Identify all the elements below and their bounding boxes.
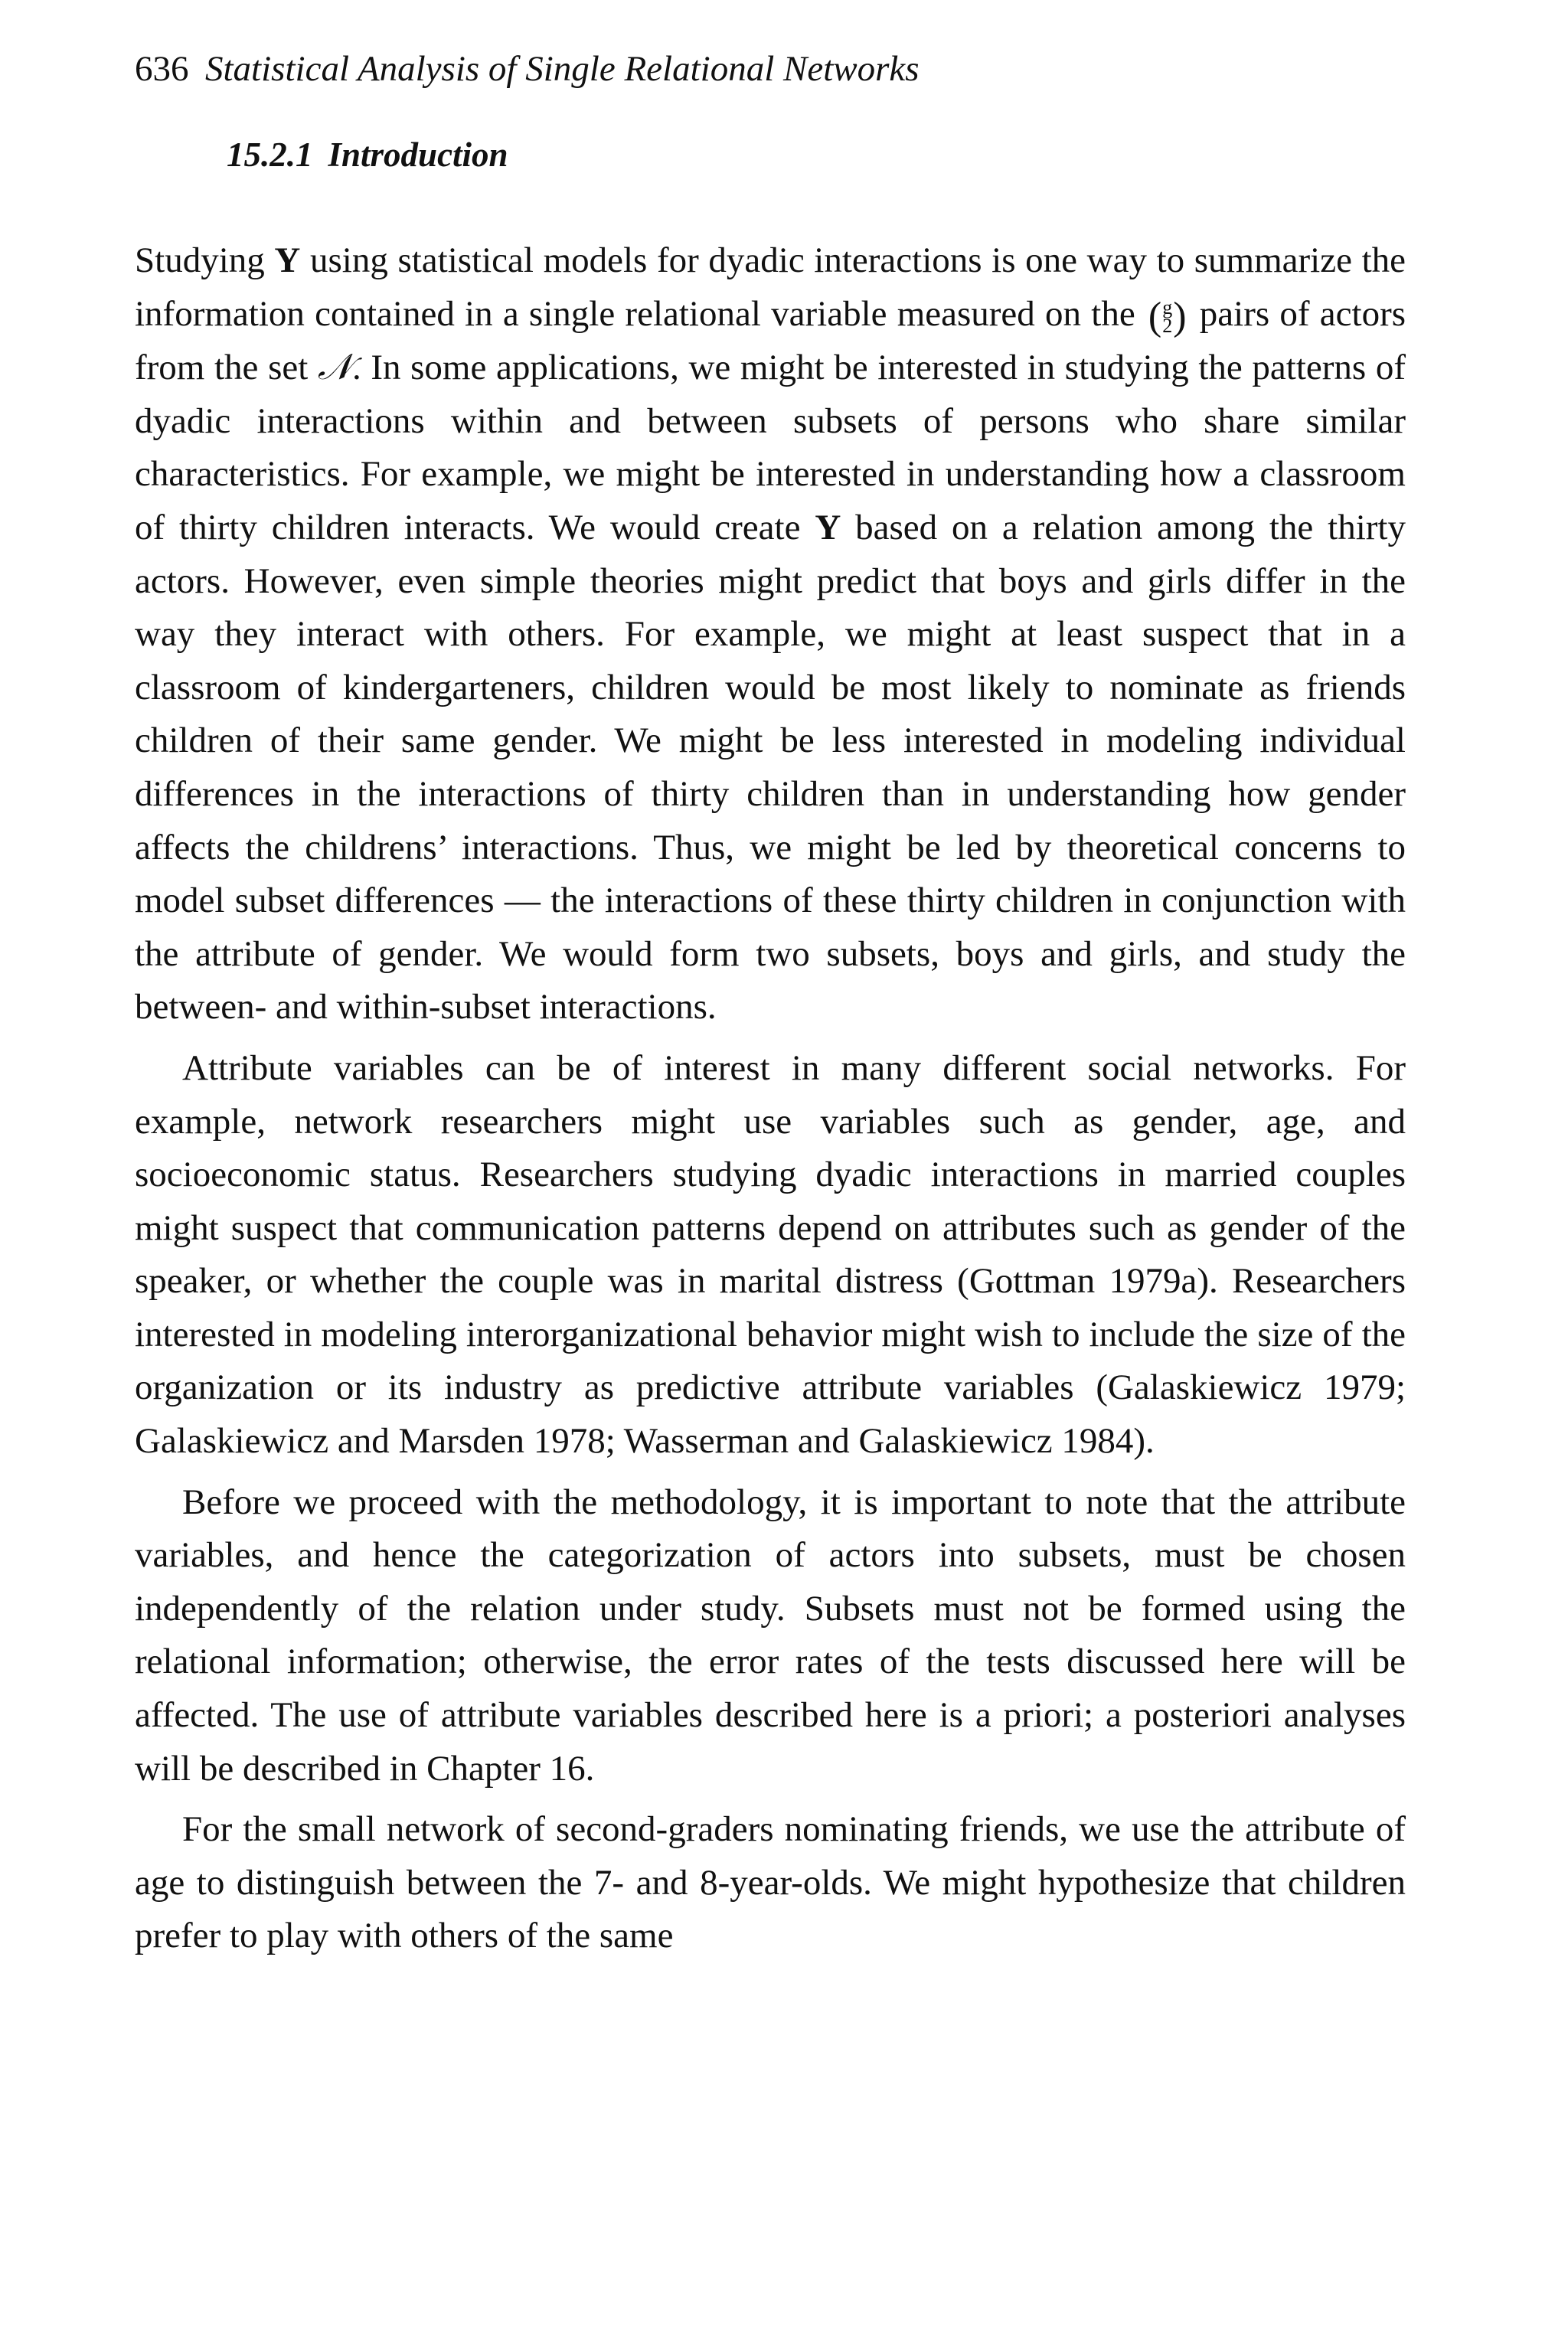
section-title: Introduction bbox=[328, 136, 508, 174]
body-text bbox=[135, 234, 1406, 1963]
paragraph-text: pairs of actors from the set bbox=[135, 293, 1406, 388]
section-heading bbox=[227, 133, 1406, 176]
paragraph-methodology-note: Before we proceed with the methodology, it is important to note that the attribute variables, and hence the categorization of actors into subsets, must be chosen independently of the relation under study. Subsets must not be formed using the relational information; otherwise, the error rates of the tests discussed here will be affected. The use of attribute variables described here is a priori; a posteriori analyses will be described in Chapter 16. bbox=[135, 1482, 1406, 1789]
matrix-symbol: Y bbox=[815, 507, 841, 547]
section-number: 15.2.1 bbox=[227, 136, 313, 174]
binomial-top: g bbox=[1162, 296, 1173, 319]
paragraph-text: Studying bbox=[135, 240, 275, 280]
paragraph-text: . In some applications, we might be interested in studying the patterns of dyadic interactions within and between subsets of persons who share similar characteristics. For example, we might be interested in understanding how a classroom of thirty children interacts. We would create bbox=[135, 348, 1406, 547]
paragraph-second-graders: For the small network of second-graders nominating friends, we use the attribute of age to distinguish between the 7- and 8-year-olds. We might hypothesize that children prefer to play with others of the same bbox=[135, 1809, 1406, 1956]
book-page bbox=[135, 46, 1406, 1963]
paragraph-text: using statistical models for dyadic interactions is one way to summarize the information contained in a single relational variable measured on the bbox=[135, 240, 1406, 334]
running-head bbox=[135, 46, 1406, 92]
actor-set-symbol: 𝒩 bbox=[317, 346, 352, 389]
binomial-bottom: 2 bbox=[1162, 314, 1173, 337]
running-title: Statistical Analysis of Single Relational Networks bbox=[205, 49, 920, 89]
page-number: 636 bbox=[135, 49, 189, 89]
paragraph-attribute-variables: Attribute variables can be of interest in many different social networks. For example, network researchers might use variables such as gender, age, and socioeconomic status. Researchers studying dyadic interactions in married couples might suspect that communication patterns depend on attributes such as gender of the speaker, or whether the couple was in marital distress (Gottman 1979a). Researchers interested in modeling interorganizational behavior might wish to include the size of the organization or its industry as predictive attribute variables (Galaskiewicz 1979; Galaskiewicz and Marsden 1978; Wasserman and Galaskiewicz 1984). bbox=[135, 1047, 1406, 1462]
paragraph-text: based on a relation among the thirty actors. However, even simple theories might predict that boys and girls differ in the way they interact with others. For example, we might at least suspect that in a classroom of kindergarteners, children would be most likely to nominate as friends children of their same gender. We might be less interested in modeling individual differences in the interactions of thirty children than in understanding how gender affects the childrens’ interactions. Thus, we might be led by theoretical concerns to model subset differences — the interactions of these thirty children in conjunction with the attribute of gender. We would form two subsets, boys and girls, and study the between- and within-subset interactions. bbox=[135, 507, 1406, 1028]
paragraph-dyadic-interactions bbox=[135, 234, 1406, 1034]
binomial-coefficient: ( g 2 ) bbox=[1148, 294, 1187, 338]
matrix-symbol: Y bbox=[274, 240, 301, 280]
